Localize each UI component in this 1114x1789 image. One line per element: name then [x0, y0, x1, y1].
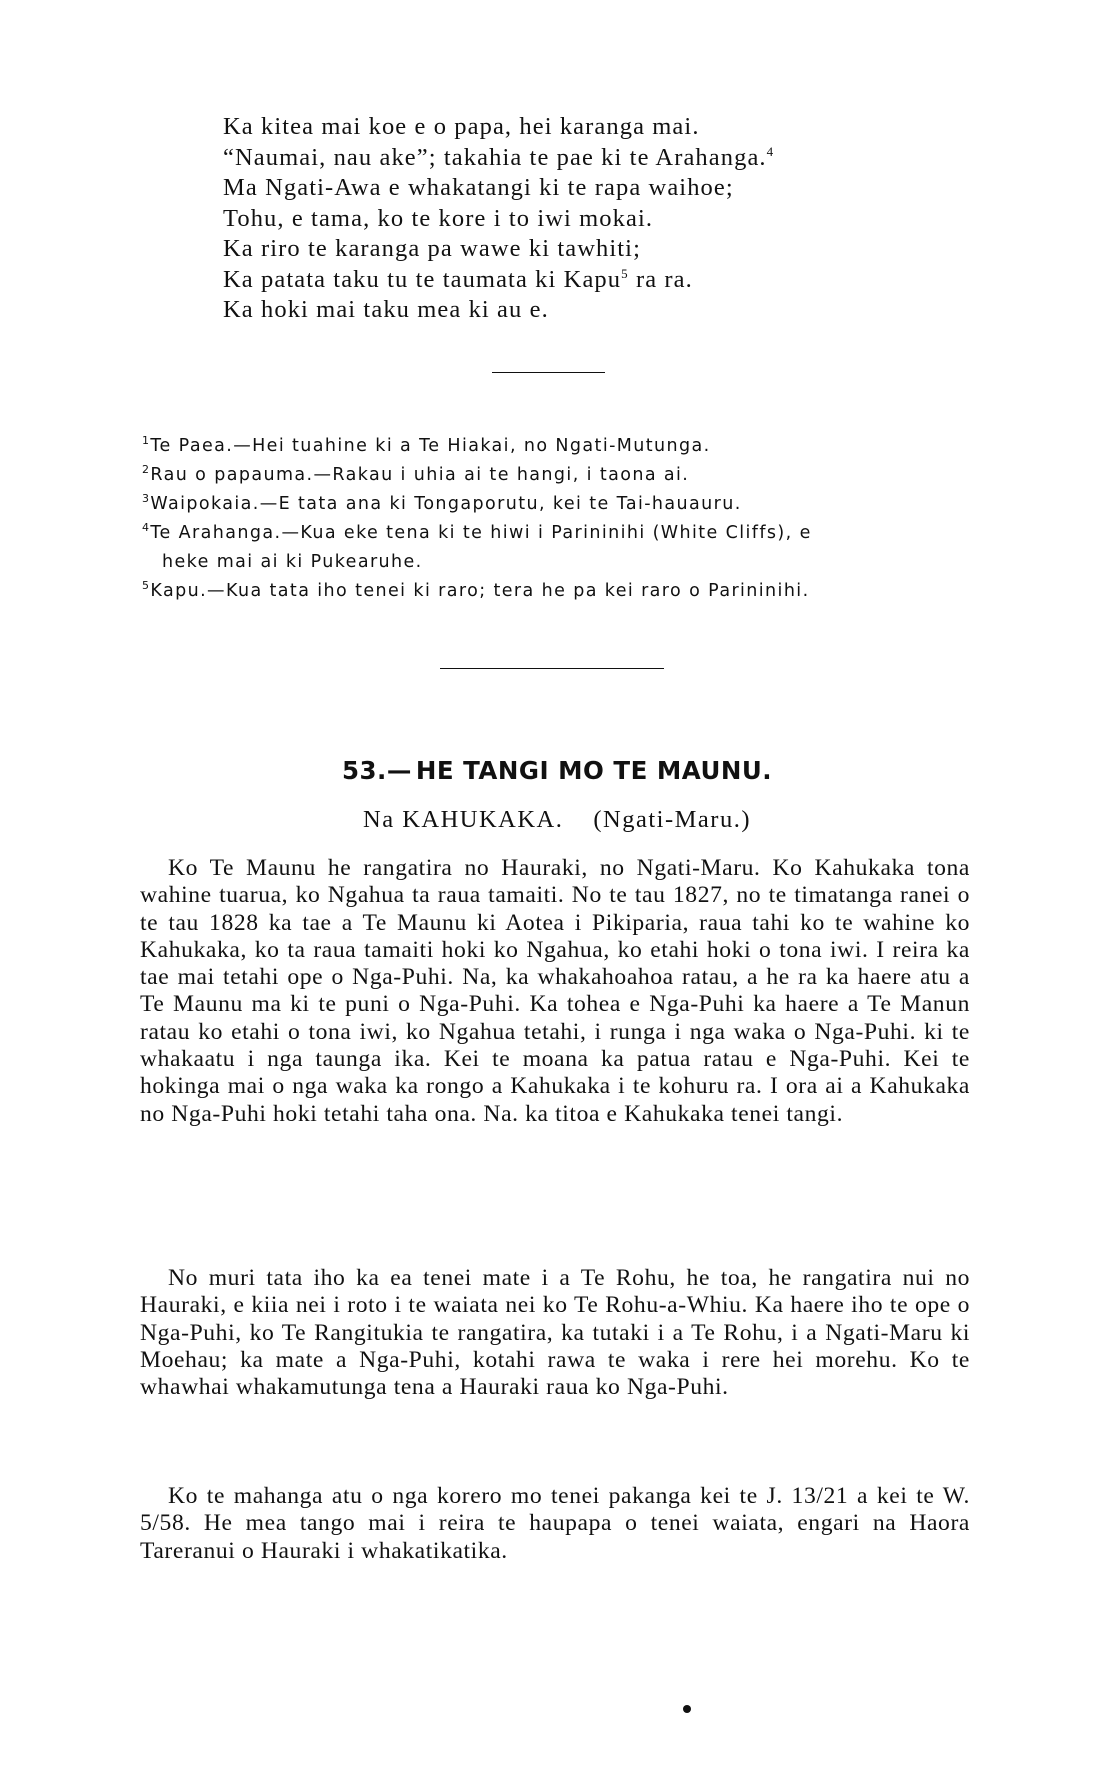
footnote — [142, 490, 942, 519]
paragraph-text: No muri tata iho ka ea tenei mate i a Te Rohu, he toa, he rangatira nui no Hauraki, e kiia nei i roto i te waiata nei ko Te Rohu-a-Whiu. Ka haere iho te ope o Nga-Puhi, ko Te Rangitukia te rangatira, ka tutaki i a Te Rohu, i a Ngati-Maru ki Moehau; ka mate a Nga-Puhi, kotahi rawa te waka i rere hei morehu. Ko te whawhai whakamutunga tena a Hauraki raua ko Nga-Puhi. — [140, 1265, 970, 1401]
poem-line — [223, 143, 983, 174]
footnote-number: 1 — [142, 434, 151, 448]
song-heading — [0, 756, 1114, 785]
footnote — [142, 519, 942, 548]
footnote-number: 5 — [142, 579, 151, 593]
footnote-text: Te Paea.—Hei tuahine ki a Te Hiakai, no Ngati-Mutunga. — [150, 436, 711, 456]
footnote-number: 4 — [142, 521, 151, 535]
paragraph-text: Ko te mahanga atu o nga korero mo tenei pakanga kei te J. 13/21 a kei te W. 5/58. He mea tango mai i reira te haupapa o tenei waiata, engari na Haora Tareranui o Hauraki i whakatikatika. — [140, 1483, 970, 1564]
poem-line-text: Ma Ngati-Awa e whakatangi ki te rapa waihoe; — [223, 174, 734, 201]
poem-line — [223, 234, 983, 265]
footnote — [142, 432, 942, 461]
footnote-text: Rau o papauma.—Rakau i uhia ai te hangi, i taona ai. — [150, 465, 690, 485]
intro-paragraph-1 — [140, 855, 970, 1128]
intro-paragraph-3 — [140, 1483, 970, 1565]
section-divider — [440, 668, 664, 669]
poem-line-text: Ka hoki mai taku mea ki au e. — [223, 296, 549, 323]
footnote-text: Kapu.—Kua tata iho tenei ki raro; tera he pa kei raro o Parininihi. — [150, 581, 810, 601]
footnote-marker: 4 — [766, 143, 775, 159]
footnote-text: Waipokaia.—E tata ana ki Tongaporutu, kei te Tai-hauauru. — [150, 494, 742, 514]
poem-line — [223, 265, 983, 296]
section-divider — [492, 372, 605, 373]
poem-line-text: Ka kitea mai koe e o papa, hei karanga mai. — [223, 113, 700, 140]
poem-line-tail: ra ra. — [628, 265, 693, 293]
footnote-number: 3 — [142, 492, 151, 506]
footnote-number: 2 — [142, 463, 151, 477]
poem-line — [223, 295, 983, 326]
footnotes — [142, 432, 942, 606]
poem-line — [223, 204, 983, 235]
poem-stanza — [223, 112, 983, 326]
footnote-continuation: heke mai ai ki Pukearuhe. — [162, 552, 423, 572]
poem-line — [223, 112, 983, 143]
footnote-text: Te Arahanga.—Kua eke tena ki te hiwi i Parininihi (White Cliffs), e — [150, 523, 812, 543]
paragraph-text: Ko Te Maunu he rangatira no Hauraki, no Ngati-Maru. Ko Kahukaka tona wahine tuarua, ko Ngahua ta raua tamaiti. No te tau 1827, no te timatanga ranei o te tau 1828 ka tae a Te Maunu ki Aotea i Pikiparia, raua tahi ko te wahine ko Kahukaka, ko ta raua tamaiti hoki ko Ngahua, ko etahi hoki o tona iwi. I reira ka tae mai tetahi ope o Nga-Puhi. Na, ka whakahoahoa ratau, a he ra ka haere atu a Te Maunu ma ki te puni o Nga-Puhi. Ka tohea e Nga-Puhi ka haere a Te Manun ratau ko etahi o tona iwi, ko Ngahua tetahi, i runga i nga waka o Nga-Puhi. ki te whakaatu i nga taunga ika. Kei te moana ka patua ratau e Nga-Puhi. Kei te hokinga mai o nga waka ka rongo a Kahukaka i te kohuru ra. I ora ai a Kahukaka no Nga-Puhi hoki tetahi taha ona. Na. ka titoa e Kahukaka tenei tangi. — [140, 855, 970, 1127]
intro-paragraph-2 — [140, 1265, 970, 1401]
footnote-marker: 5 — [621, 265, 629, 281]
poem-line-text: “Naumai, nau ake”; takahia te pae ki te Arahanga. — [223, 143, 767, 171]
poem-line-text: Tohu, e tama, ko te kore i to iwi mokai. — [223, 204, 654, 232]
byline-tribe: (Ngati-Maru.) — [593, 806, 751, 833]
poem-line — [223, 173, 983, 204]
song-byline — [0, 806, 1114, 834]
footnote — [142, 577, 942, 606]
byline-author: Na KAHUKAKA. — [363, 806, 564, 833]
poem-line-text: Ka riro te karanga pa wawe ki tawhiti; — [223, 235, 641, 262]
page-mark-dot — [683, 1705, 691, 1713]
poem-line-text: Ka patata taku tu te taumata ki Kapu — [223, 265, 622, 293]
song-number: 53.— — [341, 756, 412, 785]
footnote — [142, 461, 942, 490]
song-title: HE TANGI MO TE MAUNU. — [415, 756, 773, 785]
